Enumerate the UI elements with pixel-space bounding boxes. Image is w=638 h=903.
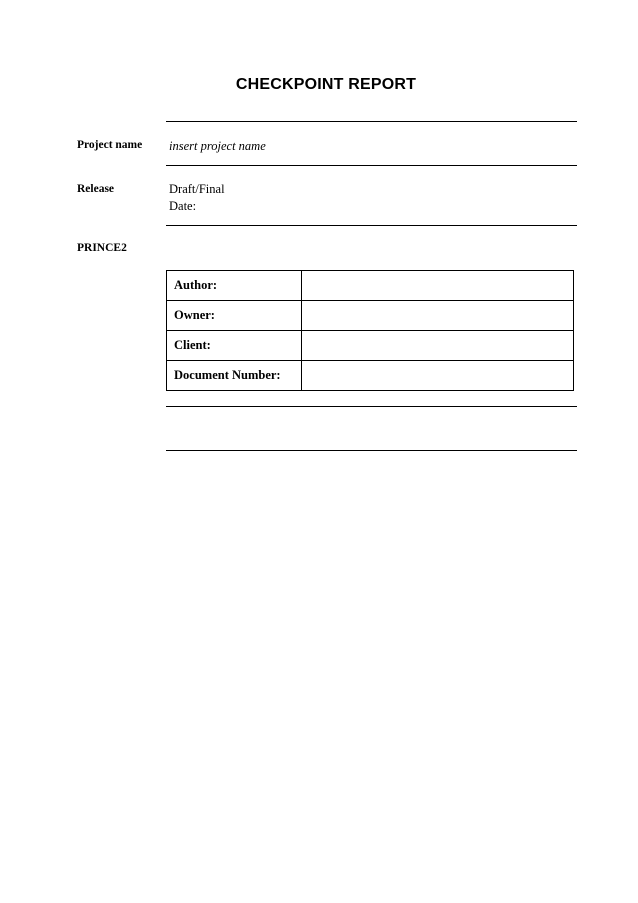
client-value[interactable] — [302, 331, 574, 361]
divider-top — [166, 121, 577, 122]
table-row-document-number — [167, 361, 574, 391]
release-label: Release — [77, 183, 115, 195]
owner-value[interactable] — [302, 301, 574, 331]
author-value[interactable] — [302, 271, 574, 301]
author-label: Author: — [167, 271, 302, 301]
document-number-value[interactable] — [302, 361, 574, 391]
divider-after-table — [166, 406, 577, 407]
client-label: Client: — [167, 331, 302, 361]
release-status: Draft/Final — [169, 182, 225, 196]
divider-project — [166, 165, 577, 166]
divider-bottom — [166, 450, 577, 451]
project-name-label: Project name — [77, 139, 143, 151]
project-name-value: insert project name — [169, 139, 266, 153]
document-info-table — [166, 270, 574, 391]
document-title: CHECKPOINT REPORT — [235, 76, 417, 93]
divider-release — [166, 225, 577, 226]
document-number-label: Document Number: — [167, 361, 302, 391]
method-label: PRINCE2 — [77, 242, 127, 254]
table-row-owner — [167, 301, 574, 331]
owner-label: Owner: — [167, 301, 302, 331]
table-row-client — [167, 331, 574, 361]
table-row-author — [167, 271, 574, 301]
release-date-label: Date: — [169, 199, 197, 213]
